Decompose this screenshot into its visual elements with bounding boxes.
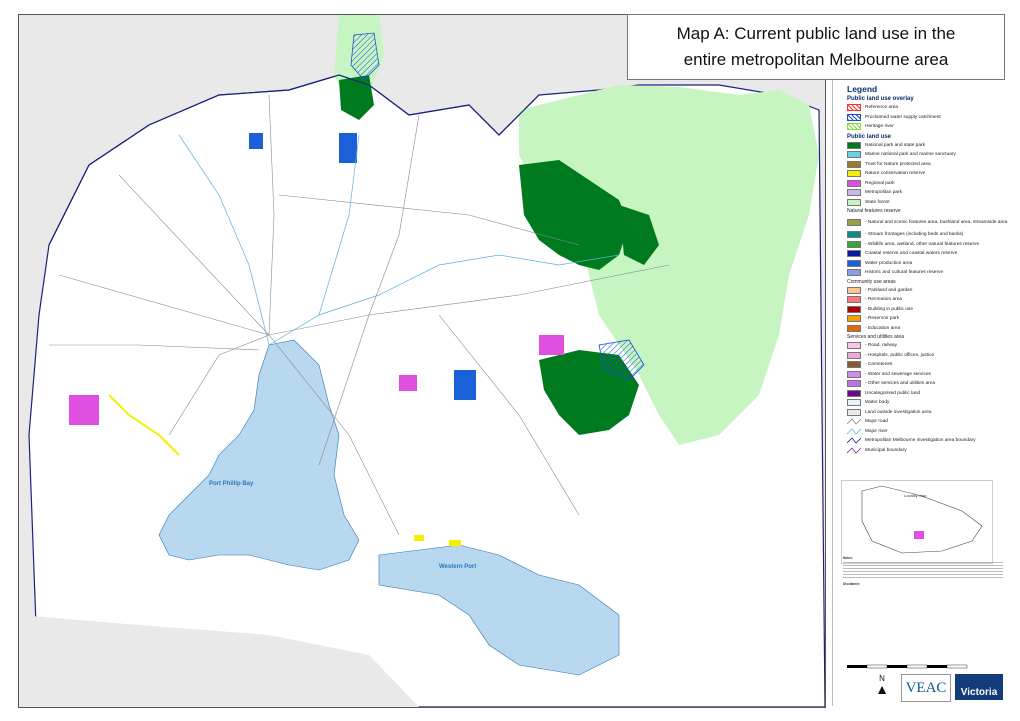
veac-logo: VEAC xyxy=(901,674,951,702)
legend-line-label: Municipal boundary xyxy=(865,447,907,453)
legend-item xyxy=(847,351,1011,361)
nature-reserve-2 xyxy=(449,540,461,546)
north-arrow xyxy=(873,674,891,695)
legend-swatch xyxy=(847,219,861,226)
legend-label: Trust for Nature protected area xyxy=(865,161,931,167)
legend-label: - Other services and utilities area xyxy=(865,381,936,386)
legend-line-swatch xyxy=(847,418,861,425)
legend-swatch xyxy=(847,123,861,130)
water-production-2 xyxy=(454,370,476,400)
legend-line-swatch xyxy=(847,428,861,435)
legend-label: Coastal reserve and coastal waters reserve xyxy=(865,251,958,256)
legend-item xyxy=(847,408,1011,418)
legend-swatch xyxy=(847,269,861,276)
legend-swatch xyxy=(847,361,861,368)
water-production-1 xyxy=(339,133,357,163)
legend-item xyxy=(847,370,1011,380)
legend-item xyxy=(847,249,1011,259)
locality-map-label: Locality map xyxy=(904,493,927,498)
north-arrow-icon: ▲ xyxy=(875,681,889,697)
legend-item xyxy=(847,141,1011,151)
legend-label: Metropolitan park xyxy=(865,190,903,195)
legend-line-label: Major river xyxy=(865,428,888,434)
legend-swatch xyxy=(847,325,861,332)
map-title-line1: Map A: Current public land use in the xyxy=(676,24,956,43)
use-list-b xyxy=(833,215,1011,278)
legend-line-swatch xyxy=(847,437,861,444)
north-label: N xyxy=(879,674,885,683)
legend-label: - Stream frontages (including beds and banks) xyxy=(865,232,964,237)
legend-label: - Wildlife area, wetland, other natural features reserve xyxy=(865,241,980,247)
legend-swatch xyxy=(847,390,861,397)
legend-item xyxy=(847,113,1011,123)
legend-label: - Water and sewerage services xyxy=(865,371,931,377)
map-title-box xyxy=(627,14,1005,80)
legend-item xyxy=(847,305,1011,315)
legend-swatch xyxy=(847,199,861,206)
logos xyxy=(901,674,1011,706)
notes-heading: Notes: xyxy=(843,556,853,560)
legend-line-label: Major road xyxy=(865,419,888,424)
legend-swatch xyxy=(847,142,861,149)
legend-item xyxy=(847,295,1011,305)
use-list-a xyxy=(833,141,1011,208)
legend-swatch xyxy=(847,342,861,349)
use-list-c xyxy=(833,286,1011,334)
regional-park-west xyxy=(69,395,99,425)
western-port-label: Western Port xyxy=(439,564,477,570)
community-use-heading: Community use areas xyxy=(847,278,896,285)
legend-swatch xyxy=(847,114,861,121)
notes-block xyxy=(843,556,1003,586)
legend-label: Land outside investigation area xyxy=(865,409,932,415)
legend-label: - Education area xyxy=(865,325,901,331)
water-production-3 xyxy=(249,133,263,149)
legend-item xyxy=(847,360,1011,370)
legend-line-item xyxy=(847,446,1011,456)
regional-park-south xyxy=(399,375,417,391)
legend-label: Uncategorised public land xyxy=(865,390,921,396)
legend-label: State forest xyxy=(865,199,890,205)
legend-item xyxy=(847,122,1011,132)
legend-swatch xyxy=(847,260,861,267)
legend-swatch xyxy=(847,315,861,322)
locality-map xyxy=(841,480,993,564)
legend-label: Water production area xyxy=(865,260,913,266)
legend-item xyxy=(847,398,1011,408)
legend-label: - Hospitals, public offices, justice xyxy=(865,352,935,358)
legend-label: National park and state park xyxy=(865,142,925,148)
legend-item xyxy=(847,169,1011,179)
legend-swatch xyxy=(847,306,861,313)
legend-swatch xyxy=(847,380,861,387)
map-canvas[interactable] xyxy=(19,15,825,707)
legend-label: Proclaimed water supply catchment xyxy=(865,114,941,120)
public-land-use-heading: Public land use xyxy=(847,133,892,140)
legend-swatch xyxy=(847,241,861,248)
victoria-logo: Victoria xyxy=(955,674,1003,700)
legend-label: Heritage river xyxy=(865,124,894,129)
legend-item xyxy=(847,150,1011,160)
legend-line-item xyxy=(847,417,1011,427)
legend-item xyxy=(847,230,1011,240)
legend-label: Nature conservation reserve xyxy=(865,171,926,176)
legend-label: Regional park xyxy=(865,180,895,186)
legend-swatch xyxy=(847,399,861,406)
legend-line-swatch xyxy=(847,447,861,454)
notes-lines xyxy=(843,562,1003,578)
legend-label: Water body xyxy=(865,400,890,405)
legend-label: - Recreation area xyxy=(865,297,903,302)
legend-panel xyxy=(832,80,1011,706)
natural-features-heading: Natural features reserve xyxy=(847,208,901,214)
legend-swatch xyxy=(847,371,861,378)
legend-swatch xyxy=(847,189,861,196)
legend-item xyxy=(847,240,1011,250)
legend-swatch xyxy=(847,161,861,168)
services-heading: Services and utilities area xyxy=(847,334,904,340)
legend-swatch xyxy=(847,409,861,416)
legend-swatch xyxy=(847,287,861,294)
legend-swatch xyxy=(847,250,861,257)
port-phillip-bay-label: Port Phillip Bay xyxy=(209,481,254,487)
legend-item xyxy=(847,341,1011,351)
legend-label: Marine national park and marine sanctuary xyxy=(865,152,956,157)
legend-swatch xyxy=(847,296,861,303)
legend-label: - Cemeteries xyxy=(865,362,893,367)
legend-item xyxy=(847,314,1011,324)
legend-line-item xyxy=(847,427,1011,437)
legend-label: - Building in public use xyxy=(865,306,913,312)
legend-line-item xyxy=(847,436,1011,446)
legend-item xyxy=(847,103,1011,113)
legend-item xyxy=(847,160,1011,170)
legend-item xyxy=(847,324,1011,334)
regional-park-east xyxy=(539,335,564,355)
legend-swatch xyxy=(847,170,861,177)
legend-swatch xyxy=(847,352,861,359)
disclaimer-heading: Disclaimer: xyxy=(843,582,861,586)
legend-title: Legend xyxy=(847,84,878,94)
overlay-list xyxy=(833,103,1011,132)
legend-item xyxy=(847,198,1011,208)
legend-item xyxy=(847,259,1011,269)
legend-label: - Road, railway xyxy=(865,343,897,348)
legend-label: - Reservoir park xyxy=(865,316,900,321)
legend-item xyxy=(847,379,1011,389)
legend-label: Reference area xyxy=(865,105,899,110)
legend-swatch xyxy=(847,151,861,158)
overlay-heading: Public land use overlay xyxy=(847,96,914,102)
legend-swatch xyxy=(847,180,861,187)
legend-line-label: Metropolitan Melbourne investigation area boundary xyxy=(865,438,976,443)
nature-reserve-1 xyxy=(414,535,424,541)
map-title-line2: entire metropolitan Melbourne area xyxy=(683,50,949,69)
line-list xyxy=(833,417,1011,455)
legend-label: - Parkland and garden xyxy=(865,287,913,293)
legend-item xyxy=(847,286,1011,296)
legend-label: Historic and cultural features reserve xyxy=(865,270,944,275)
legend-item xyxy=(847,188,1011,198)
legend-label: - Natural and scenic features area, bushland area, streamside area xyxy=(865,219,1008,225)
scale-bar xyxy=(847,660,987,670)
legend-item xyxy=(847,215,1011,230)
legend-swatch xyxy=(847,231,861,238)
legend-item xyxy=(847,389,1011,399)
use-list-d xyxy=(833,341,1011,417)
legend-swatch xyxy=(847,104,861,111)
map-frame[interactable] xyxy=(18,14,826,708)
legend-item xyxy=(847,268,1011,278)
legend-item xyxy=(847,179,1011,189)
